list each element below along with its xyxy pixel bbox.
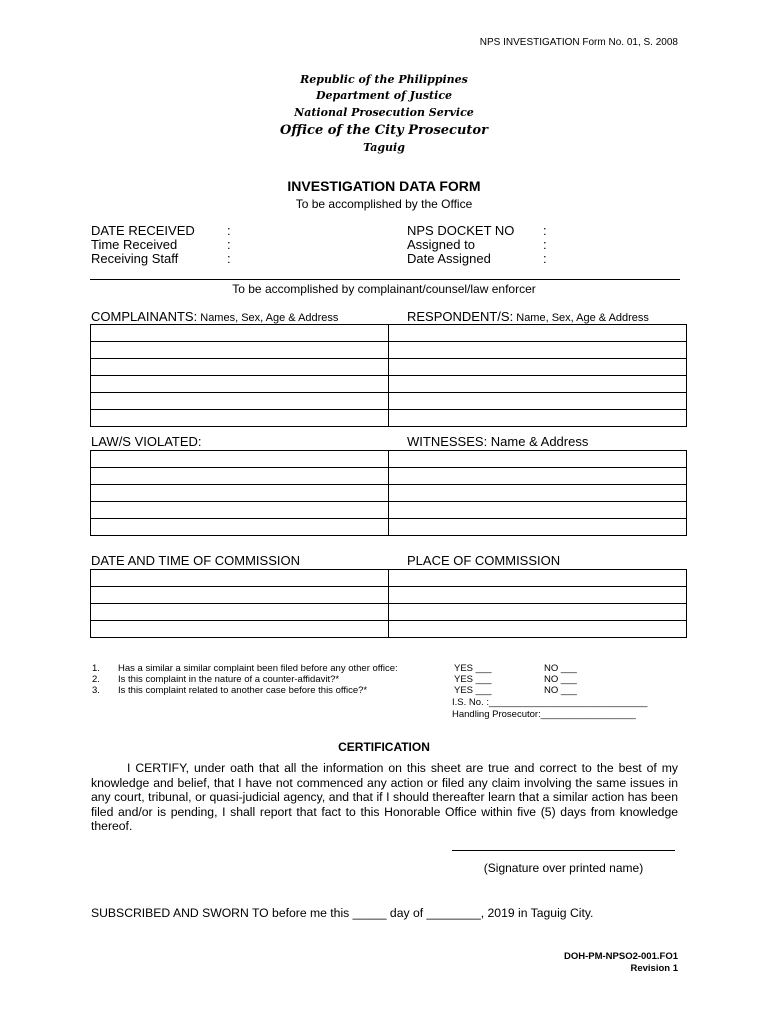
table-row <box>91 604 687 621</box>
sworn-statement: SUBSCRIBED AND SWORN TO before me this _____ day of ________, 2019 in Taguig City. <box>91 906 594 920</box>
divider-rule <box>90 279 680 280</box>
form-number: NPS INVESTIGATION Form No. 01, S. 2008 <box>479 37 678 48</box>
table-row <box>91 325 687 342</box>
table-row <box>91 587 687 604</box>
field-receiving-staff[interactable]: Receiving Staff : <box>91 251 231 266</box>
law-cell[interactable] <box>91 485 389 502</box>
respondent-cell[interactable] <box>388 376 687 393</box>
respondent-cell[interactable] <box>388 325 687 342</box>
date-time-cell[interactable] <box>91 604 389 621</box>
certification-text: I CERTIFY, under oath that all the information on this sheet are true and correct to the best of my knowledge and belief, that I have not commenced any action or filed any claim involving the same issues in any court, tribunal, or quasi-judicial agency, and that if I should thereafter learn that a similar action has been filed and/or is pending, I shall report that fact to this Honorable Office within five (5) days from knowledge thereof. <box>91 761 678 833</box>
header-city: Taguig <box>363 141 405 154</box>
question-item: 1. Has a similar a similar complaint been filed before any other office: YES ___ NO ___ <box>92 663 634 674</box>
law-cell[interactable] <box>91 502 389 519</box>
place-cell[interactable] <box>388 570 687 587</box>
laws-witnesses-table <box>90 450 687 536</box>
witness-cell[interactable] <box>388 519 687 536</box>
law-cell[interactable] <box>91 468 389 485</box>
complainant-cell[interactable] <box>91 359 389 376</box>
certification-title: CERTIFICATION <box>338 740 430 754</box>
complainant-cell[interactable] <box>91 393 389 410</box>
date-time-commission-label: DATE AND TIME OF COMMISSION <box>91 553 300 568</box>
commission-table <box>90 569 687 638</box>
table-row <box>91 376 687 393</box>
header-office: Office of the City Prosecutor <box>280 123 488 138</box>
table-row <box>91 468 687 485</box>
respondent-cell[interactable] <box>388 342 687 359</box>
header-republic: Republic of the Philippines <box>300 73 468 86</box>
header-service: National Prosecution Service <box>294 106 474 119</box>
field-time-received[interactable]: Time Received : <box>91 237 231 252</box>
table-row <box>91 485 687 502</box>
table-row <box>91 410 687 427</box>
office-fields-right <box>407 224 553 266</box>
is-number-field[interactable]: I.S. No. :______________________________ <box>452 697 648 708</box>
accomplished-by-note: To be accomplished by complainant/counsel/law enforcer <box>232 282 536 296</box>
signature-label: (Signature over printed name) <box>483 861 644 875</box>
complainant-cell[interactable] <box>91 410 389 427</box>
date-time-cell[interactable] <box>91 621 389 638</box>
date-time-cell[interactable] <box>91 587 389 604</box>
place-cell[interactable] <box>388 621 687 638</box>
question-item: 2. Is this complaint in the nature of a counter-affidavit?* YES ___ NO ___ <box>92 674 634 685</box>
complainants-label: COMPLAINANTS: Names, Sex, Age & Address <box>91 309 339 324</box>
complainants-respondents-table <box>90 324 687 427</box>
law-cell[interactable] <box>91 451 389 468</box>
complainant-cell[interactable] <box>91 342 389 359</box>
no-option[interactable]: NO ___ <box>544 685 577 696</box>
place-commission-label: PLACE OF COMMISSION <box>407 553 561 568</box>
law-cell[interactable] <box>91 519 389 536</box>
form-subtitle: To be accomplished by the Office <box>295 197 473 211</box>
witness-cell[interactable] <box>388 502 687 519</box>
header-department: Department of Justice <box>315 89 453 102</box>
table-row <box>91 502 687 519</box>
witnesses-label: WITNESSES: Name & Address <box>407 434 589 449</box>
table-row <box>91 393 687 410</box>
laws-violated-label: LAW/S VIOLATED: <box>91 434 202 449</box>
revision-label: Revision 1 <box>630 963 678 974</box>
office-fields-left <box>91 224 237 266</box>
signature-line[interactable] <box>452 850 675 851</box>
field-date-assigned[interactable]: Date Assigned : <box>407 251 547 266</box>
field-assigned-to[interactable]: Assigned to : <box>407 237 547 252</box>
yes-option[interactable]: YES ___ <box>454 663 492 674</box>
no-option[interactable]: NO ___ <box>544 663 577 674</box>
witness-cell[interactable] <box>388 485 687 502</box>
field-docket-no[interactable]: NPS DOCKET NO : <box>407 223 547 238</box>
table-row <box>91 359 687 376</box>
field-date-received[interactable]: DATE RECEIVED : <box>91 223 231 238</box>
question-item: 3. Is this complaint related to another case before this office?* YES ___ NO ___ <box>92 685 634 696</box>
table-row <box>91 342 687 359</box>
form-title: INVESTIGATION DATA FORM <box>287 178 481 194</box>
table-row <box>91 451 687 468</box>
table-row <box>91 621 687 638</box>
respondent-cell[interactable] <box>388 393 687 410</box>
witness-cell[interactable] <box>388 451 687 468</box>
questions-list <box>92 663 634 696</box>
witness-cell[interactable] <box>388 468 687 485</box>
complainant-cell[interactable] <box>91 325 389 342</box>
no-option[interactable]: NO ___ <box>544 674 577 685</box>
date-time-cell[interactable] <box>91 570 389 587</box>
respondents-label: RESPONDENT/S: Name, Sex, Age & Address <box>407 309 649 324</box>
complainant-cell[interactable] <box>91 376 389 393</box>
respondent-cell[interactable] <box>388 410 687 427</box>
yes-option[interactable]: YES ___ <box>454 685 492 696</box>
table-row <box>91 519 687 536</box>
place-cell[interactable] <box>388 604 687 621</box>
document-code: DOH-PM-NPSO2-001.FO1 <box>563 951 678 962</box>
yes-option[interactable]: YES ___ <box>454 674 492 685</box>
handling-prosecutor-field[interactable]: Handling Prosecutor:__________________ <box>452 709 636 720</box>
respondent-cell[interactable] <box>388 359 687 376</box>
place-cell[interactable] <box>388 587 687 604</box>
table-row <box>91 570 687 587</box>
